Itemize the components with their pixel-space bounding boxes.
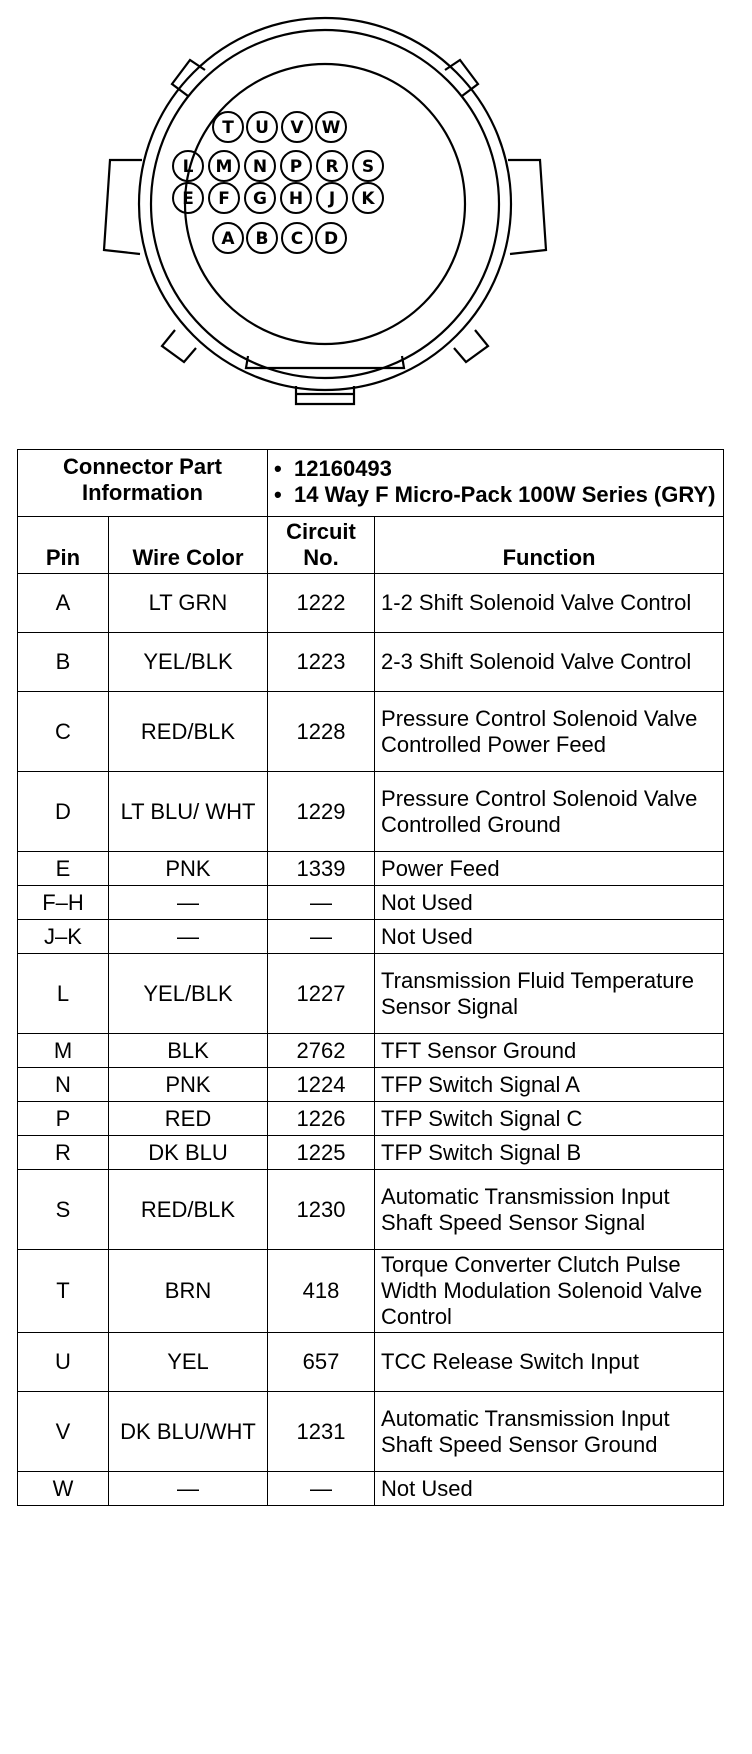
function-cell: Not Used	[375, 920, 724, 954]
circuit-cell: 2762	[268, 1034, 375, 1068]
pin-cell: E	[18, 852, 109, 886]
table-row	[18, 852, 724, 886]
pin-A	[213, 223, 243, 253]
pin-cell: R	[18, 1136, 109, 1170]
connector-pin-table	[17, 449, 724, 1506]
circuit-cell: 1229	[268, 772, 375, 852]
svg-text:J: J	[328, 189, 336, 209]
table-row	[18, 954, 724, 1034]
svg-text:N: N	[252, 157, 268, 177]
wire-color-header: Wire Color	[109, 517, 268, 574]
circuit-cell: —	[268, 886, 375, 920]
svg-text:W: W	[321, 118, 341, 138]
wire-color-cell: BLK	[109, 1034, 268, 1068]
function-cell: Automatic Transmission Input Shaft Speed Sensor Signal	[375, 1170, 724, 1250]
wire-color-cell: —	[109, 1472, 268, 1506]
svg-text:A: A	[221, 229, 235, 249]
table-row	[18, 1102, 724, 1136]
wire-color-cell: RED/BLK	[109, 692, 268, 772]
connector-info-list: • 12160493 • 14 Way F Micro-Pack 100W Series (GRY)	[268, 450, 724, 517]
function-cell: TFP Switch Signal A	[375, 1068, 724, 1102]
pin-F	[209, 183, 239, 213]
pin-U	[247, 112, 277, 142]
pin-cell: W	[18, 1472, 109, 1506]
wire-color-cell: —	[109, 920, 268, 954]
connector-outer-shell	[139, 18, 511, 390]
table-row	[18, 1392, 724, 1472]
svg-text:M: M	[215, 157, 233, 177]
table-row	[18, 1333, 724, 1392]
wire-color-cell: YEL/BLK	[109, 633, 268, 692]
pin-cell: B	[18, 633, 109, 692]
column-header-row	[18, 517, 724, 574]
circuit-cell: 418	[268, 1250, 375, 1333]
connector-right-latch	[508, 160, 546, 254]
wire-color-cell: LT BLU/ WHT	[109, 772, 268, 852]
svg-text:V: V	[290, 118, 304, 138]
function-cell: Torque Converter Clutch Pulse Width Modulation Solenoid Valve Control	[375, 1250, 724, 1333]
table-row	[18, 1136, 724, 1170]
pin-C	[282, 223, 312, 253]
svg-text:R: R	[325, 157, 339, 177]
connector-face-diagram	[0, 0, 752, 420]
svg-text:G: G	[253, 189, 267, 209]
circuit-cell: 1339	[268, 852, 375, 886]
pin-W	[316, 112, 346, 142]
circuit-cell: —	[268, 1472, 375, 1506]
wire-color-cell: —	[109, 886, 268, 920]
table-row	[18, 886, 724, 920]
pin-cell: U	[18, 1333, 109, 1392]
wire-color-cell: PNK	[109, 1068, 268, 1102]
pin-cell: J–K	[18, 920, 109, 954]
function-cell: Not Used	[375, 886, 724, 920]
pin-G	[245, 183, 275, 213]
pin-header: Pin	[18, 517, 109, 574]
function-cell: 1-2 Shift Solenoid Valve Control	[375, 574, 724, 633]
svg-text:L: L	[182, 157, 194, 177]
svg-text:S: S	[361, 157, 375, 177]
function-cell: TFT Sensor Ground	[375, 1034, 724, 1068]
pin-P	[281, 151, 311, 181]
svg-text:K: K	[361, 189, 375, 209]
pin-cell: L	[18, 954, 109, 1034]
pin-cell: N	[18, 1068, 109, 1102]
function-cell: Pressure Control Solenoid Valve Controlled Power Feed	[375, 692, 724, 772]
table-row	[18, 1034, 724, 1068]
circuit-cell: 1230	[268, 1170, 375, 1250]
svg-text:C: C	[290, 229, 304, 249]
wire-color-cell: YEL	[109, 1333, 268, 1392]
pin-D	[316, 223, 346, 253]
wire-color-cell: RED	[109, 1102, 268, 1136]
wire-color-cell: LT GRN	[109, 574, 268, 633]
table-row	[18, 574, 724, 633]
function-header: Function	[375, 517, 724, 574]
connector-left-latch	[104, 160, 142, 254]
pin-cell: A	[18, 574, 109, 633]
wire-color-cell: BRN	[109, 1250, 268, 1333]
circuit-cell: 1226	[268, 1102, 375, 1136]
pin-cell: S	[18, 1170, 109, 1250]
table-row	[18, 633, 724, 692]
table-row	[18, 772, 724, 852]
pin-M	[209, 151, 239, 181]
function-cell: Power Feed	[375, 852, 724, 886]
circuit-cell: 657	[268, 1333, 375, 1392]
circuit-cell: 1223	[268, 633, 375, 692]
table-row	[18, 1170, 724, 1250]
wire-color-cell: PNK	[109, 852, 268, 886]
circuit-header: Circuit No.	[268, 517, 375, 574]
svg-text:U: U	[255, 118, 269, 138]
connector-info-row	[18, 450, 724, 517]
svg-text:H: H	[288, 189, 304, 209]
connector-series: 14 Way F Micro-Pack 100W Series (GRY)	[294, 482, 716, 507]
pin-E	[173, 183, 203, 213]
circuit-cell: 1224	[268, 1068, 375, 1102]
table-row	[18, 1068, 724, 1102]
circuit-cell: 1227	[268, 954, 375, 1034]
circuit-cell: 1222	[268, 574, 375, 633]
function-cell: Pressure Control Solenoid Valve Controlled Ground	[375, 772, 724, 852]
table-row	[18, 1472, 724, 1506]
wire-color-cell: RED/BLK	[109, 1170, 268, 1250]
pin-cell: P	[18, 1102, 109, 1136]
pin-cell: C	[18, 692, 109, 772]
part-number: 12160493	[294, 456, 392, 481]
pin-cell: V	[18, 1392, 109, 1472]
pin-R	[317, 151, 347, 181]
pin-H	[281, 183, 311, 213]
pin-cell: D	[18, 772, 109, 852]
pin-cell: F–H	[18, 886, 109, 920]
table-row	[18, 920, 724, 954]
pin-K	[353, 183, 383, 213]
function-cell: Transmission Fluid Temperature Sensor Signal	[375, 954, 724, 1034]
pin-cell: T	[18, 1250, 109, 1333]
table-row	[18, 692, 724, 772]
wire-color-cell: DK BLU/WHT	[109, 1392, 268, 1472]
circuit-cell: —	[268, 920, 375, 954]
svg-text:B: B	[255, 229, 269, 249]
svg-text:P: P	[289, 157, 303, 177]
svg-text:E: E	[182, 189, 194, 209]
table-row	[18, 1250, 724, 1333]
wire-color-cell: YEL/BLK	[109, 954, 268, 1034]
function-cell: 2-3 Shift Solenoid Valve Control	[375, 633, 724, 692]
circuit-cell: 1231	[268, 1392, 375, 1472]
pin-B	[247, 223, 277, 253]
pin-cell: M	[18, 1034, 109, 1068]
svg-text:D: D	[323, 229, 339, 249]
pin-T	[213, 112, 243, 142]
svg-text:T: T	[222, 118, 234, 138]
connector-inner-shell	[151, 30, 499, 378]
function-cell: Not Used	[375, 1472, 724, 1506]
pin-S	[353, 151, 383, 181]
function-cell: TFP Switch Signal C	[375, 1102, 724, 1136]
pin-J	[317, 183, 347, 213]
pin-L	[173, 151, 203, 181]
function-cell: TFP Switch Signal B	[375, 1136, 724, 1170]
function-cell: TCC Release Switch Input	[375, 1333, 724, 1392]
pin-N	[245, 151, 275, 181]
function-cell: Automatic Transmission Input Shaft Speed Sensor Ground	[375, 1392, 724, 1472]
circuit-cell: 1225	[268, 1136, 375, 1170]
svg-text:F: F	[218, 189, 230, 209]
pin-V	[282, 112, 312, 142]
circuit-cell: 1228	[268, 692, 375, 772]
wire-color-cell: DK BLU	[109, 1136, 268, 1170]
connector-info-title: Connector Part Information	[18, 450, 268, 517]
